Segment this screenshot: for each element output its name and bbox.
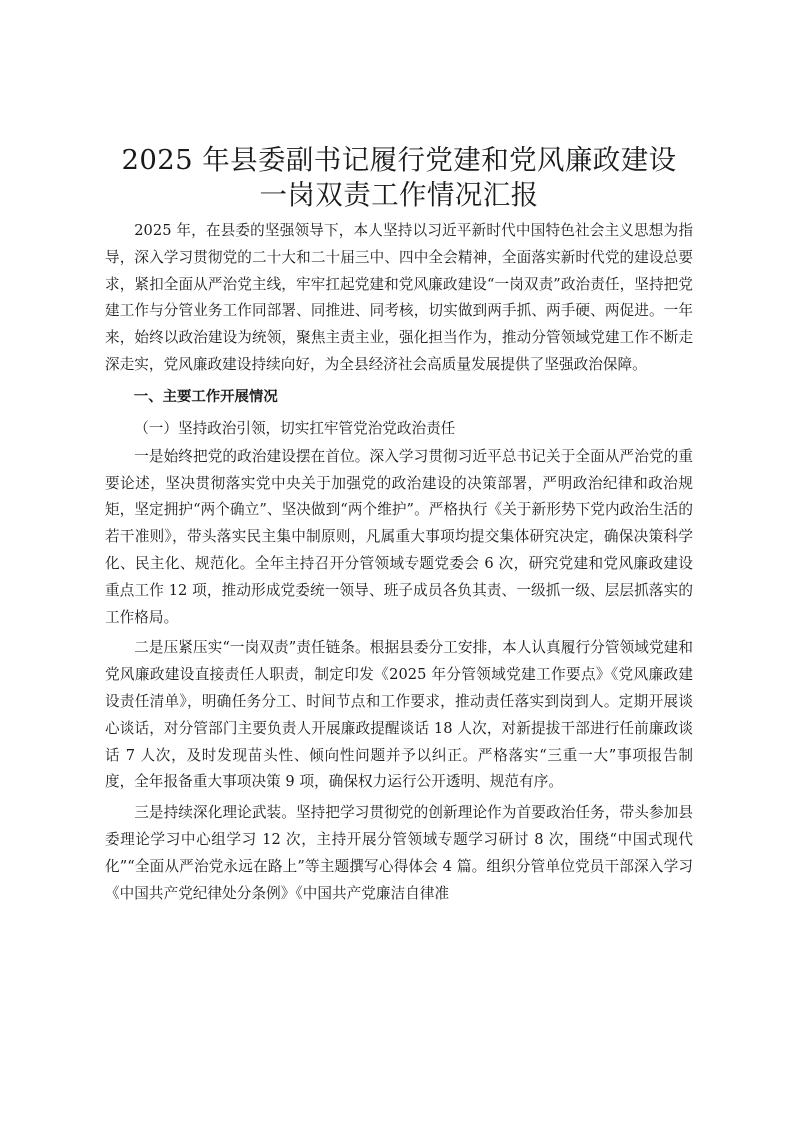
body-paragraph-3: 三是持续深化理论武装。坚持把学习贯彻党的创新理论作为首要政治任务，带头参加县委理论学习中心组学习 12 次，主持开展分管领域专题学习研讨 8 次，围绕“中国式现代化”“全面从严治党永远在路上”等主题撰写心得体会 4 篇。组织分管单位党员干部深入学习《中国共产党纪律处分条例》《中国共产党廉洁自律准: [105, 804, 693, 902]
intro-paragraph: 2025 年，在县委的坚强领导下，本人坚持以习近平新时代中国特色社会主义思想为指导，深入学习贯彻党的二十大和二十届三中、四中全会精神，全面落实新时代党的建设总要求，紧扣全面从严治党主线，牢牢扛起党建和党风廉政建设“一岗双责”政治责任，坚持把党建工作与分管业务工作同部署、同推进、同考核，切实做到两手抓、两手硬、两促进。一年来，始终以政治建设为统领，聚焦主责主业，强化担当作为，推动分管领域党建工作不断走深走实，党风廉政建设持续向好，为全县经济社会高质量发展提供了坚强政治保障。: [105, 222, 693, 373]
title-line-1: 2025 年县委副书记履行党建和党风廉政建设: [121, 144, 677, 176]
title-line-2: 一岗双责工作情况汇报: [259, 179, 539, 211]
section-heading: 一、主要工作开展情况: [133, 388, 278, 405]
document-title: [105, 143, 693, 213]
body-paragraph-2: 二是压紧压实“一岗双责”责任链条。根据县委分工安排，本人认真履行分管领域党建和党风廉政建设直接责任人职责，制定印发《2025 年分管领域党建工作要点》《党风廉政建设责任清单》，明确任务分工、时间节点和工作要求，推动责任落实到岗到人。定期开展谈心谈话，对分管部门主要负责人开展廉政提醒谈话 18 人次，对新提拔干部进行任前廉政谈话 7 人次，及时发现苗头性、倾向性问题并予以纠正。严格落实“三重一大”事项报告制度，全年报备重大事项决策 9 项，确保权力运行公开透明、规范有序。: [105, 639, 693, 791]
subsection-heading: （一）坚持政治引领，切实扛牢管党治党政治责任: [134, 419, 456, 437]
body-paragraph-1: 一是始终把党的政治建设摆在首位。深入学习贯彻习近平总书记关于全面从严治党的重要论述，坚决贯彻落实党中央关于加强党的政治建设的决策部署，严明政治纪律和政治规矩，坚定拥护“两个确立”、坚决做到“两个维护”。严格执行《关于新形势下党内政治生活的若干准则》，带头落实民主集中制原则，凡属重大事项均提交集体研究决定，确保决策科学化、民主化、规范化。全年主持召开分管领域专题党委会 6 次，研究党建和党风廉政建设重点工作 12 项，推动形成党委统一领导、班子成员各负其责、一级抓一级、层层抓落实的工作格局。: [105, 447, 693, 626]
document-body: [105, 143, 693, 907]
